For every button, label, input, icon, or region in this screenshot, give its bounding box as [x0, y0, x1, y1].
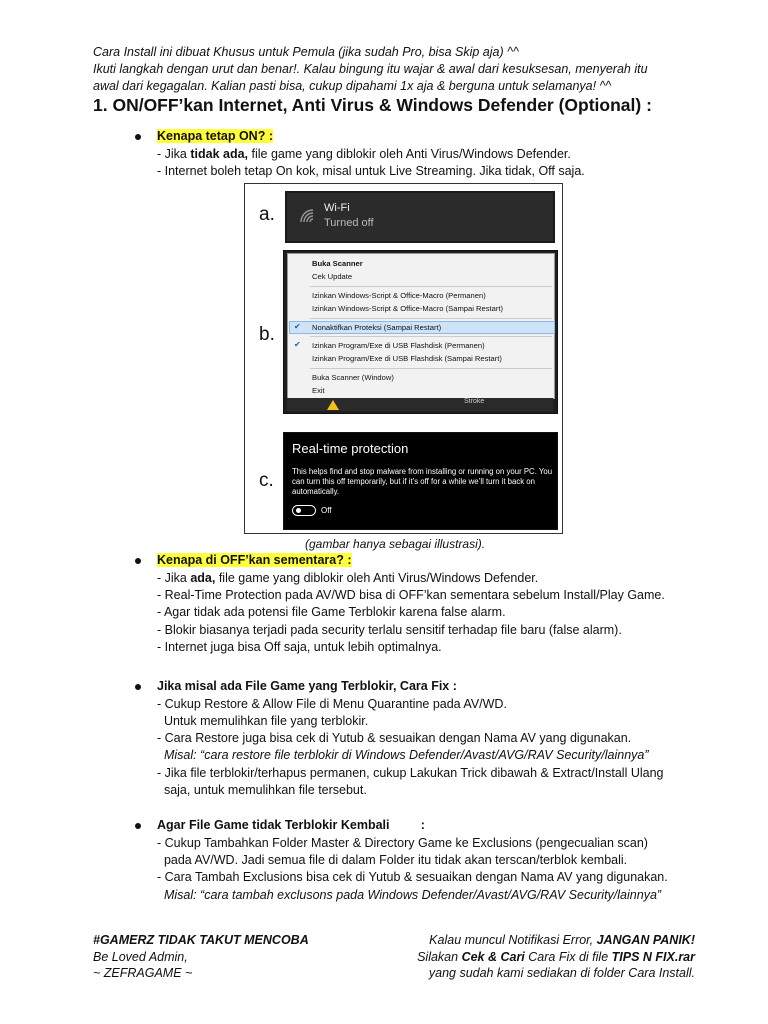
wifi-icon	[299, 208, 317, 226]
text-line: - Jika tidak ada, file game yang diblokir oleh Anti Virus/Windows Defender.	[157, 147, 571, 161]
bullet-dot	[135, 558, 141, 564]
taskbar-label: Stroke	[464, 398, 485, 405]
footer-note-line: Kalau muncul Notifikasi Error, JANGAN PANIK!	[429, 933, 695, 947]
text-line: pada AV/WD. Jadi semua file di dalam Folder itu tidak akan terscan/terblok kembali.	[157, 853, 628, 867]
footer-left	[93, 932, 309, 982]
menu-item[interactable]: Izinkan Program/Exe di USB Flashdisk (Permanen)	[312, 341, 485, 350]
figure-label-a: a.	[259, 204, 275, 225]
menu-separator	[310, 318, 552, 319]
wifi-status: Turned off	[324, 217, 374, 229]
text-line: - Cara Tambah Exclusions bisa cek di Yutub & sesuaikan dengan Nama AV yang digunakan.	[157, 870, 668, 884]
realtime-title: Real-time protection	[292, 441, 409, 456]
figure-label-b: b.	[259, 324, 275, 345]
bullet-dot	[135, 823, 141, 829]
menu-item[interactable]: Izinkan Program/Exe di USB Flashdisk (Sampai Restart)	[312, 354, 502, 363]
menu-item[interactable]: Buka Scanner	[312, 259, 363, 268]
wifi-title: Wi-Fi	[324, 202, 350, 214]
footer-note-line: yang sudah kami sediakan di folder Cara Install.	[428, 966, 695, 980]
menu-item-selected[interactable]: Nonaktifkan Proteksi (Sampai Restart)	[312, 323, 442, 332]
intro-line: Ikuti langkah dengan urut dan benar!. Kalau bingung itu wajar & awal dari kesuksesan, menyerah itu	[93, 62, 648, 76]
text-line-example: Misal: “cara tambah exclusons pada Windows Defender/Avast/AVG/RAV Security/lainnya”	[157, 888, 662, 902]
bullet-title: Agar File Game tidak Terblokir Kembali :	[157, 818, 425, 832]
text-line: - Agar tidak ada potensi file Game Terblokir karena false alarm.	[157, 605, 506, 619]
intro-line: awal dari kegagalan. Kalian pasti bisa, cukup dipahami 1x aja & berguna untuk selamanya! ^^	[93, 79, 612, 93]
bullet-agar-tidak-terblokir	[135, 818, 535, 835]
menu-item[interactable]: Exit	[312, 386, 325, 395]
text-line: - Cara Restore juga bisa cek di Yutub & sesuaikan dengan Nama AV yang digunakan.	[157, 731, 632, 745]
realtime-protection-panel	[283, 432, 558, 530]
illustration-figure	[244, 183, 563, 534]
bullet-cara-fix	[135, 679, 535, 696]
menu-panel	[287, 253, 555, 399]
text-line: - Jika ada, file game yang diblokir oleh Anti Virus/Windows Defender.	[157, 571, 539, 585]
text-line: saja, untuk memulihkan file tersebut.	[157, 783, 367, 797]
realtime-toggle[interactable]	[292, 505, 316, 516]
text-line: - Cukup Tambahkan Folder Master & Directory Game ke Exclusions (pengecualian scan)	[157, 836, 648, 850]
menu-item[interactable]: Izinkan Windows-Script & Office-Macro (Permanen)	[312, 291, 486, 300]
text-line: - Jika file terblokir/terhapus permanen, cukup Lakukan Trick dibawah & Extract/Install Ulang	[157, 766, 664, 780]
bullet-title: Kenapa di OFF’kan sementara? :	[157, 553, 352, 567]
footer-motto: #GAMERZ TIDAK TAKUT MENCOBA	[93, 933, 309, 947]
text-line: - Blokir biasanya terjadi pada security terlalu sensitif terhadap file baru (false alarm).	[157, 623, 622, 637]
text-line-example: Misal: “cara restore file terblokir di Windows Defender/Avast/AVG/RAV Security/lainnya”	[157, 748, 649, 762]
bullet-title: Kenapa tetap ON? :	[157, 129, 273, 143]
check-icon: ✔	[294, 322, 301, 331]
intro-text	[93, 44, 693, 95]
footer-brand: ~ ZEFRAGAME ~	[93, 966, 193, 980]
section-heading: 1. ON/OFF’kan Internet, Anti Virus & Windows Defender (Optional) :	[93, 95, 652, 115]
menu-item[interactable]: Cek Update	[312, 272, 353, 281]
menu-separator	[310, 336, 552, 337]
realtime-description: This helps find and stop malware from installing or running on your PC. You can turn this off temporarily, but if it’s off for a while we’ll turn it back on automatically.	[292, 467, 553, 496]
figure-label-c: c.	[259, 470, 274, 491]
text-line: Untuk memulihkan file yang terblokir.	[157, 714, 369, 728]
bullet-kenapa-off	[135, 553, 535, 570]
bullet-kenapa-on	[135, 129, 535, 146]
menu-separator	[310, 286, 552, 287]
text-line: - Internet boleh tetap On kok, misal untuk Live Streaming. Jika tidak, Off saja.	[157, 164, 585, 178]
wifi-tile	[285, 191, 555, 243]
footer-right	[417, 932, 695, 982]
text-line: - Internet juga bisa Off saja, untuk lebih optimalnya.	[157, 640, 442, 654]
menu-item[interactable]: Buka Scanner (Window)	[312, 373, 394, 382]
text-line: - Real-Time Protection pada AV/WD bisa di OFF’kan sementara sebelum Install/Play Game.	[157, 588, 665, 602]
bullet-dot	[135, 134, 141, 140]
warning-icon	[327, 400, 339, 410]
text-line: - Cukup Restore & Allow File di Menu Quarantine pada AV/WD.	[157, 697, 507, 711]
menu-item[interactable]: Izinkan Windows-Script & Office-Macro (Sampai Restart)	[312, 304, 504, 313]
footer-note-line: Silakan Cek & Cari Cara Fix di file TIPS N FIX.rar	[417, 949, 695, 964]
toggle-state-label: Off	[321, 506, 332, 515]
bullet-dot	[135, 684, 141, 690]
tray-context-menu	[283, 250, 558, 414]
footer-signoff: Be Loved Admin,	[93, 949, 188, 964]
bullet-title: Jika misal ada File Game yang Terblokir, Cara Fix :	[157, 679, 457, 693]
intro-line: Cara Install ini dibuat Khusus untuk Pemula (jika sudah Pro, bisa Skip aja) ^^	[93, 45, 519, 59]
menu-separator	[310, 368, 552, 369]
figure-caption: (gambar hanya sebagai illustrasi).	[305, 537, 486, 551]
check-icon: ✔	[294, 340, 301, 349]
